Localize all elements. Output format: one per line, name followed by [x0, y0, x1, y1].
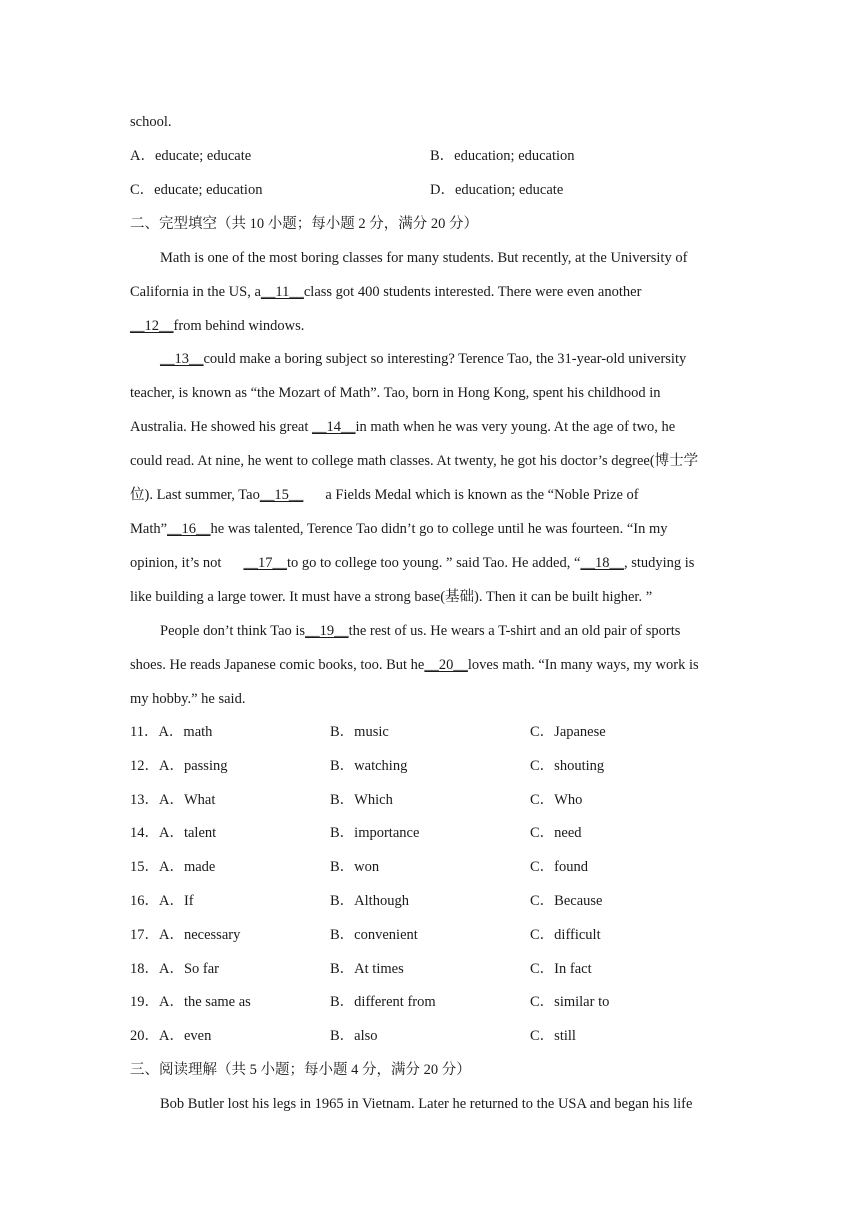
question-option-c: C．need [530, 825, 582, 841]
text: class got 400 students interested. There were even another [303, 284, 642, 300]
text: opinion, it’s not [130, 555, 222, 571]
blank-13: __13__ [160, 351, 204, 367]
question-option-a: 17．A．necessary [130, 927, 241, 943]
question-option-a: 13．A．What [130, 792, 216, 808]
text: could make a boring subject so interesting? Terence Tao, the 31-year-old university [203, 351, 687, 367]
question-option-b: B．importance [330, 825, 420, 841]
text: , studying is [623, 555, 695, 571]
passage-line: teacher, is known as “the Mozart of Math”. Tao, born in Hong Kong, spent his childhood in [130, 385, 661, 401]
text: he was talented, Terence Tao didn’t go to college until he was fourteen. “In my [210, 521, 668, 537]
question-option-c: C．found [530, 859, 588, 875]
passage-line: like building a large tower. It must have a strong base(基础). Then it can be built higher. ” [130, 589, 653, 605]
question-option-b: B．Which [330, 792, 393, 808]
section3-title: 三、阅读理解（共 5 小题；每小题 4 分，满分 20 分） [130, 1062, 471, 1078]
text: a Fields Medal which is known as the “Noble Prize of [325, 487, 639, 503]
passage-line [130, 485, 639, 505]
question-option-b: B．won [330, 859, 380, 875]
question-option-c: C．Because [530, 893, 603, 909]
question-option-c: C．similar to [530, 994, 610, 1010]
question-option-b: B．different from [330, 994, 436, 1010]
passage-line [130, 417, 675, 437]
text: Australia. He showed his great [130, 419, 313, 435]
q10-option-d: D．education; educate [430, 182, 564, 198]
question-option-a: 19．A．the same as [130, 994, 251, 1010]
q10-option-c: C．educate; education [130, 182, 263, 198]
question-option-b: B．Although [330, 893, 409, 909]
question-option-c: C．Japanese [530, 724, 606, 740]
passage-line [130, 553, 694, 573]
text: Math” [130, 521, 168, 537]
blank-19: __19__ [305, 623, 349, 639]
question-option-c: C．Who [530, 792, 583, 808]
section2-title: 二、完型填空（共 10 小题；每小题 2 分，满分 20 分） [130, 216, 478, 232]
blank-20: __20__ [424, 657, 468, 673]
question-option-c: C．shouting [530, 758, 605, 774]
passage-line [130, 519, 668, 539]
passage-line: Math is one of the most boring classes for many students. But recently, at the University of [160, 250, 688, 266]
text: California in the US, a [130, 284, 261, 300]
question-option-a: 20．A．even [130, 1028, 212, 1044]
text: 位). Last summer, Tao [130, 487, 260, 503]
question-option-b: B．At times [330, 961, 404, 977]
q10-option-a: A．educate; educate [130, 148, 252, 164]
passage-line: my hobby.” he said. [130, 691, 246, 707]
question-option-c: C．In fact [530, 961, 592, 977]
passage-line: Bob Butler lost his legs in 1965 in Vietnam. Later he returned to the USA and began his life [160, 1096, 693, 1112]
text: from behind windows. [173, 318, 305, 334]
passage-line [130, 655, 699, 675]
question-option-b: B．convenient [330, 927, 418, 943]
question-option-a: 12．A．passing [130, 758, 228, 774]
passage-line [160, 621, 680, 641]
question-option-b: B．watching [330, 758, 408, 774]
question-option-b: B．music [330, 724, 389, 740]
question-option-a: 18．A．So far [130, 961, 220, 977]
question-option-a: 14．A．talent [130, 825, 217, 841]
question-option-b: B．also [330, 1028, 378, 1044]
text: shoes. He reads Japanese comic books, too. But he [130, 657, 425, 673]
blank-16: __16__ [167, 521, 211, 537]
q10-tail: school. [130, 114, 172, 130]
passage-line: could read. At nine, he went to college math classes. At twenty, he got his doctor’s degree(博士学 [130, 453, 699, 469]
blank-11: __11__ [260, 284, 304, 300]
q10-option-b: B．education; education [430, 148, 575, 164]
text: the rest of us. He wears a T-shirt and an old pair of sports [348, 623, 681, 639]
question-option-c: C．difficult [530, 927, 601, 943]
question-option-a: 16．A．If [130, 893, 194, 909]
passage-line [130, 282, 641, 302]
text: to go to college too young. ” said Tao. He added, “ [286, 555, 581, 571]
question-option-a: 15．A．made [130, 859, 216, 875]
blank-14: __14__ [312, 419, 356, 435]
blank-17: __17__ [243, 555, 287, 571]
passage-line [130, 316, 304, 336]
passage-line [160, 349, 686, 369]
question-option-c: C．still [530, 1028, 576, 1044]
text: loves math. “In many ways, my work is [467, 657, 699, 673]
blank-12: __12__ [130, 318, 174, 334]
blank-18: __18__ [580, 555, 624, 571]
text: People don’t think Tao is [160, 623, 306, 639]
blank-15: __15__ [259, 487, 304, 503]
question-option-a: 11．A．math [130, 724, 213, 740]
text: in math when he was very young. At the age of two, he [355, 419, 676, 435]
